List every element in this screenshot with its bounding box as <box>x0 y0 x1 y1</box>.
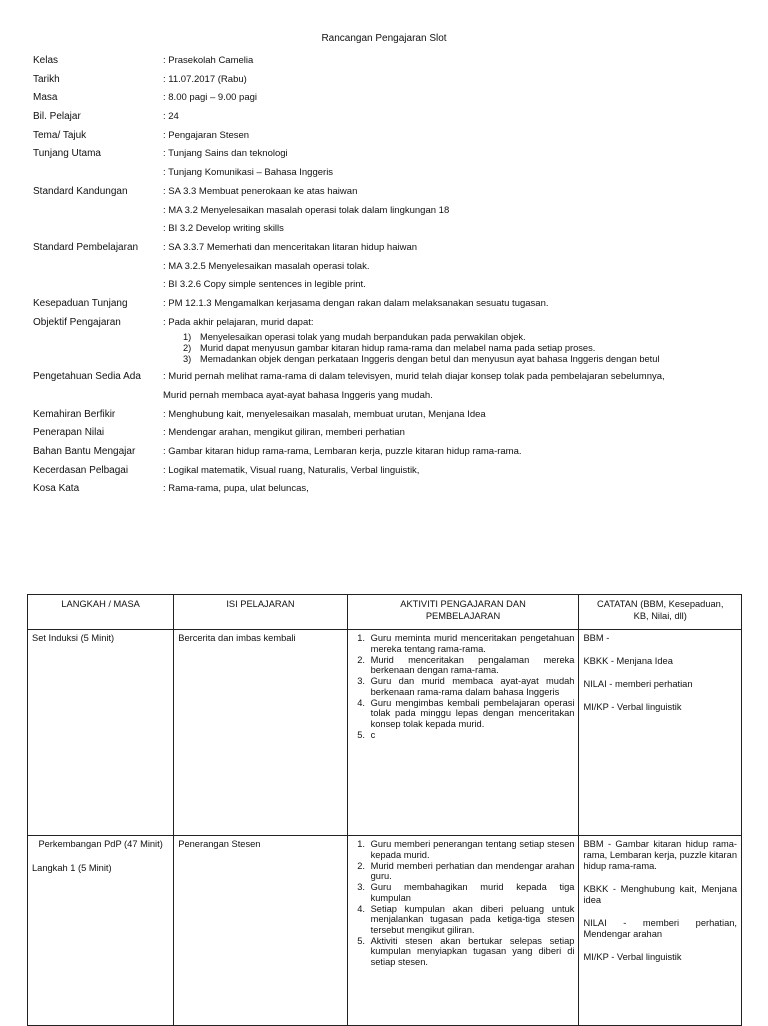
activity-item: 5. Aktiviti stesen akan bertukar selepas setiap kumpulan menyiapkan tugasan yang diberi di setiap stesen. <box>368 936 575 968</box>
field-label: Standard Kandungan <box>33 185 128 197</box>
field-value: : Murid pernah melihat rama-rama di dalam televisyen, murid telah diajar konsep tolak pada pembelajaran sebelumnya, <box>163 371 665 383</box>
note-item: BBM - <box>583 633 610 643</box>
field-row <box>33 424 733 443</box>
field-label: Masa <box>33 92 58 104</box>
field-row <box>33 480 733 499</box>
field-value: : 11.07.2017 (Rabu) <box>163 73 247 85</box>
field-row <box>33 368 733 387</box>
activity-item: 4. Setiap kumpulan akan diberi peluang untuk menjalankan tugasan pada ketiga-tiga stesen tersebut mengikut giliran. <box>368 904 575 936</box>
activity-item: 2. Murid menceritakan pengalaman mereka berkenaan dengan rama-rama. <box>368 655 575 676</box>
field-row <box>33 71 733 90</box>
header-catatan: CATATAN (BBM, Kesepaduan, KB, Nilai, dll) <box>579 595 742 630</box>
langkah-title: Perkembangan PdP (47 Minit) <box>38 839 163 849</box>
header-isi: ISI PELAJARAN <box>174 595 347 630</box>
activity-item: 3. Guru dan murid membaca ayat-ayat mudah berkenaan rama-rama dalam bahasa Inggeris <box>368 676 575 697</box>
objective-number: 1) <box>183 332 192 343</box>
field-value: : Mendengar arahan, mengikut giliran, memberi perhatian <box>163 427 405 439</box>
field-value: : Logikal matematik, Visual ruang, Naturalis, Verbal linguistik, <box>163 464 420 476</box>
field-value: : Pengajaran Stesen <box>163 129 250 141</box>
field-label: Tarikh <box>33 73 60 85</box>
field-label: Penerapan Nilai <box>33 427 105 439</box>
field-label: Bahan Bantu Mengajar <box>33 446 136 458</box>
field-value: : BI 3.2.6 Copy simple sentences in legible print. <box>163 279 366 291</box>
field-label: Tunjang Utama <box>33 148 101 160</box>
langkah-cell: Set Induksi (5 Minit) <box>28 630 174 836</box>
field-row <box>33 220 733 239</box>
field-row <box>33 258 733 277</box>
note-item: MI/KP - Verbal linguistik <box>583 952 682 962</box>
field-label: Kesepaduan Tunjang <box>33 297 128 309</box>
activity-item: 1. Guru memberi penerangan tentang setiap stesen kepada murid. <box>368 839 575 860</box>
objective-text: Memadankan objek dengan perkataan Inggeris dengan betul dan menyusun ayat bahasa Inggeris dengan betul <box>200 354 660 365</box>
field-label: Objektif Pengajaran <box>33 316 121 328</box>
field-value: : Prasekolah Camelia <box>163 55 254 66</box>
field-value: : Gambar kitaran hidup rama-rama, Lembaran kerja, puzzle kitaran hidup rama-rama. <box>163 446 522 458</box>
notes-cell <box>579 836 742 1026</box>
activity-item: 4. Guru mengimbas kembali pembelajaran operasi tolak pada minggu lepas dengan menceritakan konsep tolak kepada murid. <box>368 698 575 730</box>
field-value: : 24 <box>163 111 179 123</box>
field-row <box>33 314 733 333</box>
note-item: NILAI - memberi perhatian <box>583 679 693 689</box>
field-row <box>33 387 733 406</box>
field-row <box>33 406 733 425</box>
field-value: : Menghubung kait, menyelesaikan masalah, membuat urutan, Menjana Idea <box>163 408 486 420</box>
field-label: Kelas <box>33 55 59 66</box>
activities-cell <box>347 836 579 1026</box>
field-value: : Tunjang Sains dan teknologi <box>163 148 288 160</box>
activity-item: 1. Guru meminta murid menceritakan pengetahuan mereka tentang rama-rama. <box>368 633 575 654</box>
notes-cell <box>579 630 742 836</box>
field-value: : MA 3.2 Menyelesaikan masalah operasi tolak dalam lingkungan 18 <box>163 204 450 216</box>
note-item: BBM - Gambar kitaran hidup rama-rama, Lembaran kerja, puzzle kitaran hidup rama-rama. <box>583 839 737 871</box>
header-langkah: LANGKAH / MASA <box>28 595 174 630</box>
field-row <box>33 295 733 314</box>
field-row <box>33 145 733 164</box>
table-header-row <box>28 595 742 630</box>
note-item: NILAI - memberi perhatian, Mendengar arahan <box>583 918 737 939</box>
objective-number: 3) <box>183 354 192 365</box>
field-row <box>33 276 733 295</box>
objective-number: 2) <box>183 343 192 354</box>
note-item: KBKK - Menjana Idea <box>583 656 673 666</box>
field-value: : MA 3.2.5 Menyelesaikan masalah operasi tolak. <box>163 260 370 272</box>
field-label: Tema/ Tajuk <box>33 129 87 141</box>
field-label: Standard Pembelajaran <box>33 241 139 253</box>
activity-item: 2. Murid memberi perhatian dan mendengar arahan guru. <box>368 861 575 882</box>
field-value: : BI 3.2 Develop writing skills <box>163 223 284 235</box>
field-label: Kosa Kata <box>33 483 80 495</box>
field-row <box>33 183 733 202</box>
field-label: Bil. Pelajar <box>33 111 81 123</box>
objective-text: Murid dapat menyusun gambar kitaran hidup rama-rama dan melabel nama pada setiap proses. <box>200 343 596 354</box>
field-value: : Tunjang Komunikasi – Bahasa Inggeris <box>163 167 334 179</box>
activities-cell <box>347 630 579 836</box>
field-label: Pengetahuan Sedia Ada <box>33 371 141 383</box>
field-row <box>33 462 733 481</box>
note-item: KBKK - Menghubung kait, Menjana idea <box>583 884 737 905</box>
field-value: Murid pernah membaca ayat-ayat bahasa Inggeris yang mudah. <box>163 390 433 401</box>
field-row <box>33 202 733 221</box>
isi-cell: Bercerita dan imbas kembali <box>174 630 347 836</box>
field-value: : 8.00 pagi – 9.00 pagi <box>163 92 258 104</box>
document-title: Rancangan Pengajaran Slot <box>321 33 447 44</box>
field-row <box>33 443 733 462</box>
field-row <box>33 164 733 183</box>
field-value: : Rama-rama, pupa, ulat beluncas, <box>163 483 309 495</box>
field-value: : SA 3.3.7 Memerhati dan menceritakan litaran hidup haiwan <box>163 241 418 253</box>
field-row <box>33 239 733 258</box>
langkah-cell <box>28 836 174 1026</box>
isi-cell: Penerangan Stesen <box>174 836 347 1026</box>
objective-text: Menyelesaikan operasi tolak yang mudah berpandukan pada perwakilan objek. <box>200 332 526 343</box>
field-value: : SA 3.3 Membuat penerokaan ke atas haiwan <box>163 185 358 197</box>
field-row <box>33 108 733 127</box>
table-row <box>28 630 742 836</box>
field-row <box>33 89 733 108</box>
note-item: MI/KP - Verbal linguistik <box>583 702 682 712</box>
langkah-sub: Langkah 1 (5 Minit) <box>32 863 112 873</box>
field-row <box>33 127 733 146</box>
field-value: : PM 12.1.3 Mengamalkan kerjasama dengan rakan dalam melaksanakan sesuatu tugasan. <box>163 297 549 309</box>
lesson-details <box>33 52 733 499</box>
activity-item: 5. c <box>368 730 575 741</box>
objective-item <box>183 354 733 365</box>
header-aktiviti: AKTIVITI PENGAJARAN DAN PEMBELAJARAN <box>347 595 579 630</box>
field-label: Kecerdasan Pelbagai <box>33 464 129 476</box>
lesson-plan-table <box>27 594 742 1026</box>
table-row <box>28 836 742 1026</box>
field-label: Kemahiran Berfikir <box>33 408 116 420</box>
field-row <box>33 52 733 71</box>
field-value: : Pada akhir pelajaran, murid dapat: <box>163 316 314 328</box>
activity-item: 3. Guru membahagikan murid kepada tiga kumpulan <box>368 882 575 903</box>
objectives-list <box>33 332 733 368</box>
objective-item <box>183 332 733 343</box>
objective-item <box>183 343 733 354</box>
